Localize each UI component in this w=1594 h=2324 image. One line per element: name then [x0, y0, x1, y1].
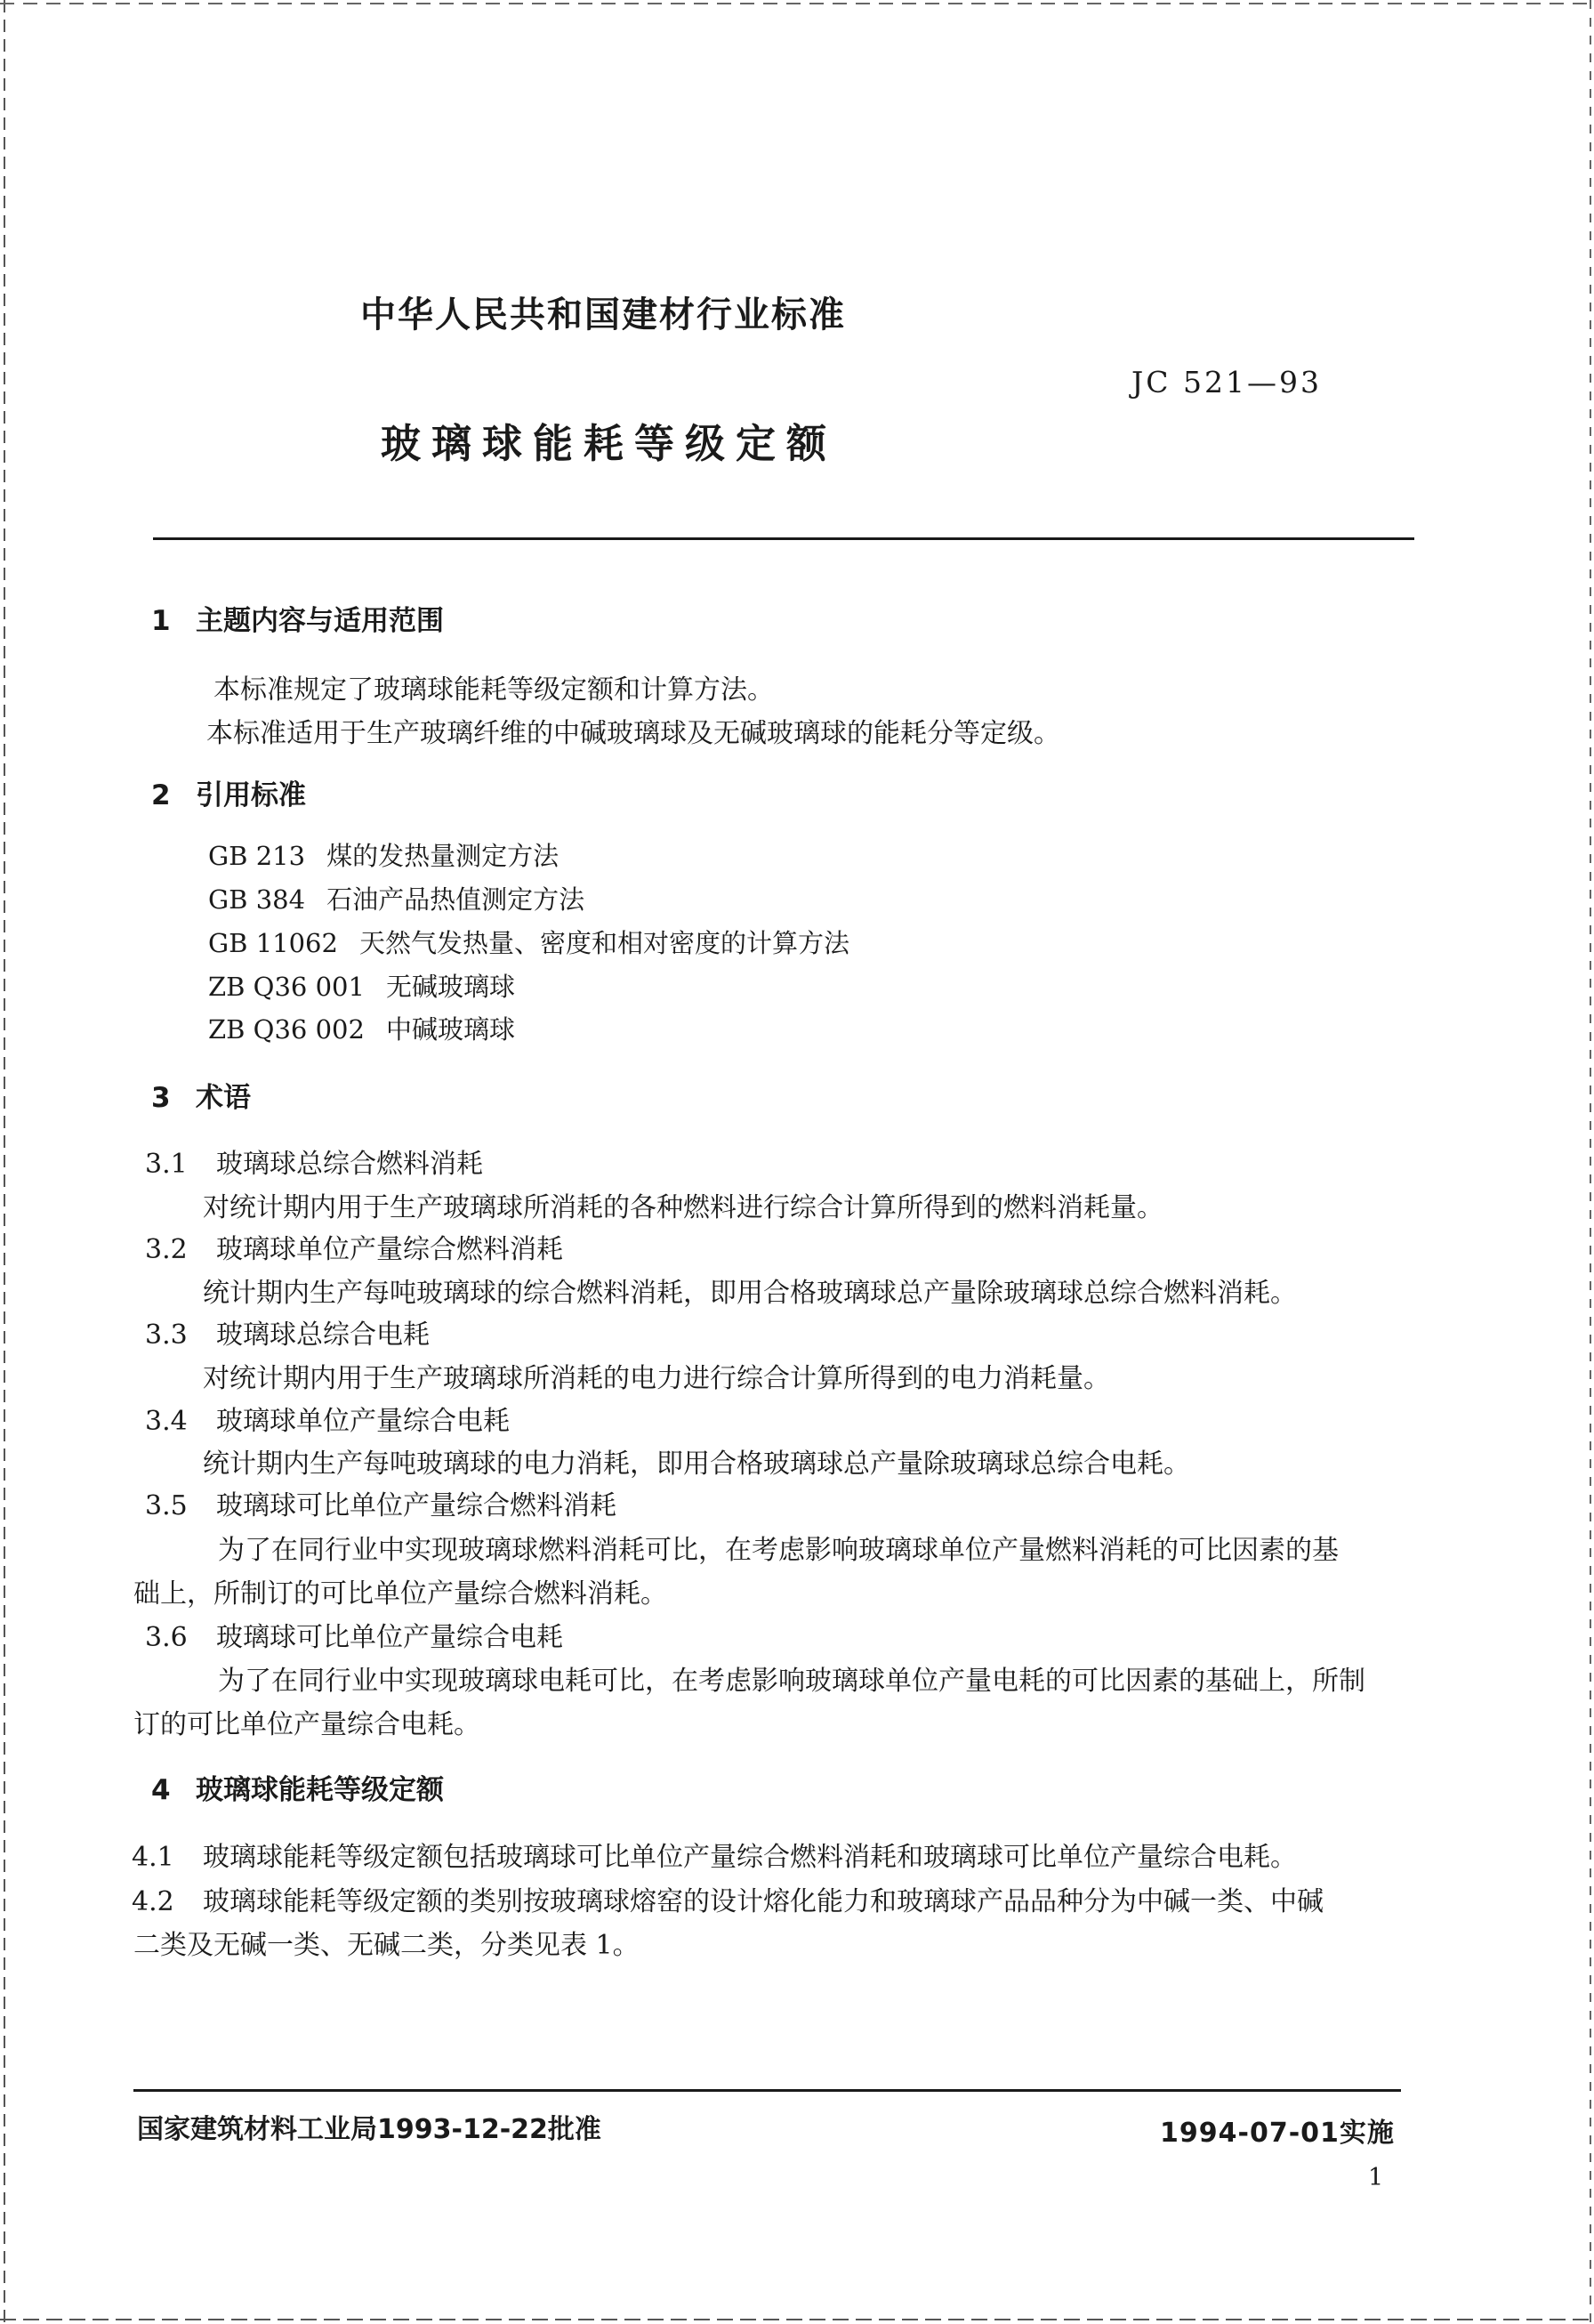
reference-title: 中碱玻璃球 — [385, 1014, 515, 1045]
term-definition: 统计期内生产每吨玻璃球的综合燃料消耗，即用合格玻璃球总产量除玻璃球总综合燃料消耗。 — [203, 1278, 1297, 1309]
clause-4-1 — [132, 1835, 1297, 1874]
term-definition-continued: 订的可比单位产量综合电耗。 — [133, 1709, 480, 1740]
clause-text: 玻璃球能耗等级定额的类别按玻璃球熔窑的设计熔化能力和玻璃球产品品种分为中碱一类、中碱 — [203, 1886, 1324, 1917]
term-number: 3.3 — [145, 1319, 188, 1351]
term-definition: 对统计期内用于生产玻璃球所消耗的各种燃料进行综合计算所得到的燃料消耗量。 — [203, 1192, 1163, 1223]
term-number: 3.5 — [145, 1490, 188, 1521]
reference-code: ZB Q36 001 — [208, 972, 365, 1002]
effective-date: 1994-07-01实施 — [1160, 2118, 1395, 2149]
term-name: 玻璃球单位产量综合燃料消耗 — [216, 1234, 563, 1265]
header-divider — [153, 537, 1414, 540]
clause-text-continued: 二类及无碱一类、无碱二类，分类见表 1。 — [133, 1930, 640, 1961]
term-heading — [145, 1483, 616, 1522]
reference-code: GB 11062 — [208, 928, 338, 958]
section-title: 术语 — [196, 1082, 251, 1114]
term-heading — [145, 1142, 483, 1181]
term-definition: 为了在同行业中实现玻璃球电耗可比，在考虑影响玻璃球单位产量电耗的可比因素的基础上，所制 — [218, 1666, 1365, 1697]
standard-body-heading: 中华人民共和国建材行业标准 — [360, 295, 846, 335]
section-title: 玻璃球能耗等级定额 — [196, 1774, 444, 1806]
term-definition: 统计期内生产每吨玻璃球的电力消耗，即用合格玻璃球总产量除玻璃球总综合电耗。 — [203, 1448, 1190, 1480]
approval-note: 国家建筑材料工业局1993-12-22批准 — [137, 2114, 601, 2145]
clause-text: 玻璃球能耗等级定额包括玻璃球可比单位产量综合燃料消耗和玻璃球可比单位产量综合电耗。 — [203, 1842, 1297, 1873]
section-title: 主题内容与适用范围 — [196, 605, 444, 637]
term-definition: 为了在同行业中实现玻璃球燃料消耗可比，在考虑影响玻璃球单位产量燃料消耗的可比因素的基 — [218, 1535, 1339, 1566]
term-heading — [145, 1615, 563, 1654]
paragraph-line: 本标准规定了玻璃球能耗等级定额和计算方法。 — [213, 674, 774, 706]
section-heading-3 — [151, 1075, 251, 1115]
term-definition: 对统计期内用于生产玻璃球所消耗的电力进行综合计算所得到的电力消耗量。 — [203, 1363, 1110, 1394]
term-number: 3.2 — [145, 1234, 188, 1265]
term-number: 3.1 — [145, 1149, 188, 1180]
scan-edge-top — [0, 3, 1594, 4]
term-name: 玻璃球单位产量综合电耗 — [216, 1406, 510, 1437]
scan-edge-bottom — [0, 2319, 1594, 2320]
reference-title: 天然气发热量、密度和相对密度的计算方法 — [358, 928, 849, 958]
term-heading — [145, 1227, 563, 1266]
section-number: 4 — [151, 1774, 171, 1806]
section-number: 1 — [151, 605, 171, 637]
scan-edge-right — [1590, 0, 1591, 2324]
section-number: 3 — [151, 1082, 171, 1114]
reference-item — [208, 1010, 515, 1046]
page-title: 玻璃球能耗等级定额 — [381, 420, 838, 467]
reference-item — [208, 924, 849, 960]
clause-number: 4.1 — [132, 1842, 174, 1873]
section-number: 2 — [151, 779, 171, 811]
page-number: 1 — [1368, 2164, 1384, 2191]
term-name: 玻璃球可比单位产量综合电耗 — [216, 1622, 563, 1653]
term-number: 3.6 — [145, 1622, 188, 1653]
term-name: 玻璃球可比单位产量综合燃料消耗 — [216, 1490, 616, 1521]
reference-code: GB 213 — [208, 841, 306, 871]
clause-number: 4.2 — [132, 1886, 174, 1917]
reference-code: GB 384 — [208, 884, 306, 915]
scan-edge-left — [4, 0, 5, 2324]
section-heading-1 — [151, 598, 444, 638]
term-name: 玻璃球总综合燃料消耗 — [216, 1149, 483, 1180]
reference-item — [208, 967, 515, 1004]
paragraph-line: 本标准适用于生产玻璃纤维的中碱玻璃球及无碱玻璃球的能耗分等定级。 — [206, 718, 1060, 749]
reference-item — [208, 880, 584, 916]
reference-title: 无碱玻璃球 — [385, 972, 515, 1002]
term-heading — [145, 1399, 510, 1438]
reference-code: ZB Q36 002 — [208, 1014, 365, 1045]
reference-title: 煤的发热量测定方法 — [326, 841, 560, 871]
term-heading — [145, 1312, 430, 1352]
footer-divider — [133, 2089, 1401, 2092]
section-title: 引用标准 — [196, 779, 306, 811]
clause-4-2 — [132, 1879, 1324, 1918]
term-definition-continued: 础上，所制订的可比单位产量综合燃料消耗。 — [133, 1578, 667, 1610]
section-heading-2 — [151, 772, 306, 812]
standard-code: JC 521—93 — [1131, 365, 1322, 399]
section-heading-4 — [151, 1767, 444, 1807]
reference-title: 石油产品热值测定方法 — [326, 884, 585, 915]
term-number: 3.4 — [145, 1406, 188, 1437]
term-name: 玻璃球总综合电耗 — [216, 1319, 430, 1351]
reference-item — [208, 836, 559, 873]
